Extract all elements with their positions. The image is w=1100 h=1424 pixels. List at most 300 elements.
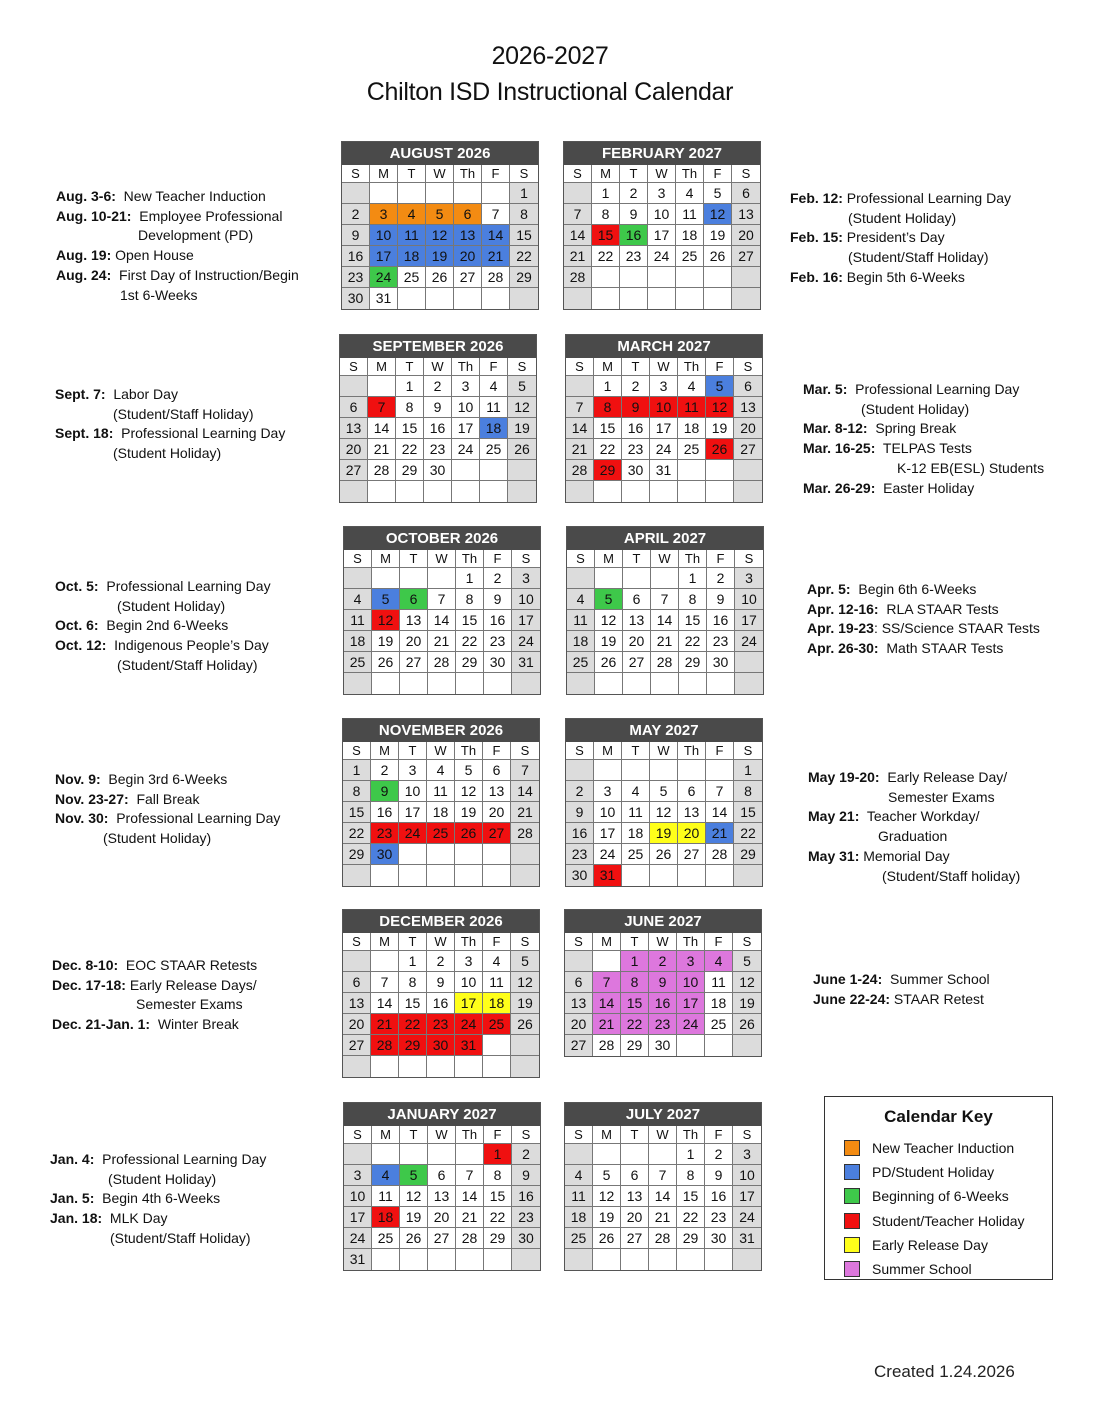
day-cell: 11 xyxy=(676,204,704,225)
weekday-header: F xyxy=(704,165,732,183)
weekday-header: Th xyxy=(679,550,707,568)
weekday-header: S xyxy=(344,550,372,568)
day-cell: 8 xyxy=(510,204,538,225)
empty-cell xyxy=(342,183,370,204)
day-cell: 25 xyxy=(678,439,706,460)
note-text: (Student Holiday) xyxy=(108,1170,217,1187)
day-cell: 2 xyxy=(622,376,650,397)
day-cell: 17 xyxy=(512,610,540,631)
day-cell-marked: 18 xyxy=(483,993,511,1014)
weekday-header: Th xyxy=(456,1126,484,1144)
weekday-header: F xyxy=(706,358,734,376)
day-cell: 10 xyxy=(455,972,483,993)
month-calendar xyxy=(566,526,764,695)
day-cell: 29 xyxy=(679,652,707,673)
day-cell: 7 xyxy=(564,204,592,225)
day-cell: 23 xyxy=(512,1207,540,1228)
day-cell: 4 xyxy=(622,781,650,802)
day-cell: 21 xyxy=(368,439,396,460)
day-cell: 11 xyxy=(344,610,372,631)
weekday-header: S xyxy=(734,358,762,376)
day-cell: 3 xyxy=(733,1144,761,1165)
day-cell: 1 xyxy=(734,760,762,781)
weekday-header: W xyxy=(649,933,677,951)
day-cell: 26 xyxy=(511,1014,539,1035)
day-cell: 23 xyxy=(620,246,648,267)
day-cell-marked: 4 xyxy=(705,951,733,972)
day-cell: 28 xyxy=(368,460,396,481)
weekday-header: W xyxy=(428,550,456,568)
day-cell: 15 xyxy=(510,225,538,246)
day-cell: 7 xyxy=(371,972,399,993)
day-cell: 19 xyxy=(508,418,536,439)
day-cell: 23 xyxy=(566,844,594,865)
day-cell-marked: 26 xyxy=(455,823,483,844)
day-cell: 9 xyxy=(424,397,452,418)
day-cell: 1 xyxy=(594,376,622,397)
day-cell-marked: 21 xyxy=(482,246,510,267)
weekday-header: W xyxy=(650,742,678,760)
key-label: Student/Teacher Holiday xyxy=(872,1212,1025,1229)
day-cell: 2 xyxy=(566,781,594,802)
day-cell: 6 xyxy=(343,972,371,993)
key-swatch xyxy=(844,1140,860,1156)
empty-cell xyxy=(372,1249,400,1270)
created-date: Created 1.24.2026 xyxy=(874,1362,1015,1381)
day-cell: 17 xyxy=(650,418,678,439)
event-note xyxy=(56,187,299,305)
note-line xyxy=(50,1150,266,1170)
key-item xyxy=(825,1257,1052,1281)
empty-cell xyxy=(424,481,452,502)
month-calendar xyxy=(565,718,763,887)
empty-cell xyxy=(455,1056,483,1077)
note-date: Oct. 6: xyxy=(55,617,99,634)
note-line xyxy=(807,600,1040,620)
weekday-header: S xyxy=(567,550,595,568)
day-cell: 5 xyxy=(508,376,536,397)
month-grid xyxy=(566,358,762,502)
key-swatch xyxy=(844,1164,860,1180)
calendar-title: Chilton ISD Instructional Calendar xyxy=(366,78,734,106)
empty-cell xyxy=(651,568,679,589)
day-cell-marked: 28 xyxy=(371,1035,399,1056)
day-cell: 9 xyxy=(484,589,512,610)
day-cell: 9 xyxy=(342,225,370,246)
note-line xyxy=(56,286,299,306)
note-text: Labor Day xyxy=(105,386,178,402)
day-cell: 6 xyxy=(734,376,762,397)
day-cell: 4 xyxy=(676,183,704,204)
weekday-header: F xyxy=(484,550,512,568)
day-cell: 9 xyxy=(707,589,735,610)
empty-cell xyxy=(482,183,510,204)
empty-cell xyxy=(400,673,428,694)
weekday-header: F xyxy=(483,742,511,760)
day-cell-marked: 12 xyxy=(426,225,454,246)
weekday-header: S xyxy=(343,933,371,951)
day-cell: 23 xyxy=(622,439,650,460)
day-cell-marked: 23 xyxy=(649,1014,677,1035)
day-cell: 25 xyxy=(398,267,426,288)
day-cell: 5 xyxy=(511,951,539,972)
note-line xyxy=(55,790,280,810)
month-name: APRIL 2027 xyxy=(567,527,763,550)
note-line xyxy=(790,228,1011,248)
day-cell: 21 xyxy=(511,802,539,823)
day-cell-marked: 29 xyxy=(399,1035,427,1056)
note-date: Mar. 8-12: xyxy=(803,420,868,437)
day-cell: 30 xyxy=(622,460,650,481)
weekday-header: S xyxy=(511,742,539,760)
empty-cell xyxy=(368,481,396,502)
day-cell: 2 xyxy=(424,376,452,397)
day-cell-marked: 29 xyxy=(594,460,622,481)
weekday-header: M xyxy=(371,742,399,760)
note-text: (Student Holiday) xyxy=(861,400,970,417)
note-date: Sept. 18: xyxy=(55,425,114,442)
day-cell: 14 xyxy=(649,1186,677,1207)
note-text: (Student Holiday) xyxy=(117,597,226,614)
day-cell: 29 xyxy=(396,460,424,481)
note-date: June 22-24: xyxy=(813,990,891,1007)
month-grid xyxy=(344,1126,540,1270)
day-cell: 27 xyxy=(623,652,651,673)
empty-cell xyxy=(565,1249,593,1270)
note-line xyxy=(50,1189,266,1209)
weekday-header: M xyxy=(370,165,398,183)
note-date: Feb. 15: xyxy=(790,229,843,246)
empty-cell xyxy=(483,865,511,886)
day-cell: 13 xyxy=(623,610,651,631)
empty-cell xyxy=(454,288,482,309)
note-text: Semester Exams xyxy=(888,788,995,805)
day-cell: 1 xyxy=(679,568,707,589)
note-line xyxy=(803,479,1044,499)
key-item xyxy=(825,1136,1052,1160)
day-cell: 18 xyxy=(622,823,650,844)
empty-cell xyxy=(651,673,679,694)
note-line xyxy=(55,616,271,636)
weekday-header: F xyxy=(705,1126,733,1144)
day-cell-marked: 19 xyxy=(426,246,454,267)
day-cell-marked: 10 xyxy=(677,972,705,993)
day-cell: 21 xyxy=(649,1207,677,1228)
day-cell: 5 xyxy=(455,760,483,781)
note-date: May 31: xyxy=(808,847,860,864)
day-cell: 31 xyxy=(370,288,398,309)
day-cell: 3 xyxy=(344,1165,372,1186)
note-line xyxy=(50,1229,266,1249)
month-name: SEPTEMBER 2026 xyxy=(340,335,536,358)
day-cell: 25 xyxy=(480,439,508,460)
day-cell: 19 xyxy=(704,225,732,246)
day-cell: 20 xyxy=(343,1014,371,1035)
day-cell-marked: 17 xyxy=(455,993,483,1014)
weekday-header: Th xyxy=(678,358,706,376)
note-line xyxy=(56,226,299,246)
day-cell-marked: 10 xyxy=(650,397,678,418)
day-cell: 20 xyxy=(565,1014,593,1035)
day-cell-marked: 31 xyxy=(455,1035,483,1056)
note-text: Easter Holiday xyxy=(875,479,975,496)
note-date: Apr. 5: xyxy=(807,581,851,597)
day-cell-marked: 24 xyxy=(370,267,398,288)
key-swatch xyxy=(844,1237,860,1253)
day-cell-marked: 25 xyxy=(483,1014,511,1035)
note-date: Apr. 26-30: xyxy=(807,640,879,657)
day-cell: 11 xyxy=(622,802,650,823)
day-cell: 24 xyxy=(594,844,622,865)
weekday-header: S xyxy=(510,165,538,183)
weekday-header: S xyxy=(566,358,594,376)
empty-cell xyxy=(368,376,396,397)
day-cell: 28 xyxy=(649,1228,677,1249)
month-name: AUGUST 2026 xyxy=(342,142,538,165)
day-cell: 17 xyxy=(399,802,427,823)
day-cell: 4 xyxy=(567,589,595,610)
empty-cell xyxy=(678,481,706,502)
note-text: Begin 3rd 6-Weeks xyxy=(100,771,228,787)
day-cell: 30 xyxy=(484,652,512,673)
day-cell: 13 xyxy=(621,1186,649,1207)
day-cell: 13 xyxy=(565,993,593,1014)
empty-cell xyxy=(399,844,427,865)
day-cell: 15 xyxy=(679,610,707,631)
day-cell: 8 xyxy=(399,972,427,993)
note-date: May 21: xyxy=(808,808,860,825)
day-cell: 16 xyxy=(566,823,594,844)
day-cell: 21 xyxy=(651,631,679,652)
day-cell: 4 xyxy=(344,589,372,610)
day-cell: 23 xyxy=(342,267,370,288)
day-cell: 17 xyxy=(594,823,622,844)
day-cell: 1 xyxy=(592,183,620,204)
empty-cell xyxy=(340,481,368,502)
month-grid xyxy=(564,165,760,309)
day-cell: 16 xyxy=(342,246,370,267)
day-cell: 13 xyxy=(400,610,428,631)
weekday-header: Th xyxy=(676,165,704,183)
day-cell-marked: 1 xyxy=(484,1144,512,1165)
note-text: Indigenous People’s Day xyxy=(106,637,269,654)
note-text: Professional Learning Day xyxy=(98,578,271,594)
day-cell: 7 xyxy=(482,204,510,225)
day-cell: 18 xyxy=(705,993,733,1014)
day-cell-marked: 5 xyxy=(372,589,400,610)
key-label: Summer School xyxy=(872,1261,972,1278)
day-cell: 28 xyxy=(428,652,456,673)
key-swatch xyxy=(844,1188,860,1204)
empty-cell xyxy=(454,183,482,204)
empty-cell xyxy=(510,288,538,309)
day-cell-marked: 9 xyxy=(622,397,650,418)
month-grid xyxy=(565,1126,761,1270)
day-cell: 26 xyxy=(508,439,536,460)
month-name: OCTOBER 2026 xyxy=(344,527,540,550)
empty-cell xyxy=(567,568,595,589)
calendar-year: 2026-2027 xyxy=(491,42,609,70)
day-cell: 16 xyxy=(622,418,650,439)
day-cell-marked: 26 xyxy=(706,439,734,460)
day-cell: 27 xyxy=(400,652,428,673)
note-text: Memorial Day xyxy=(859,847,950,864)
empty-cell xyxy=(371,1056,399,1077)
month-calendar xyxy=(342,718,540,887)
day-cell: 4 xyxy=(427,760,455,781)
empty-cell xyxy=(677,1249,705,1270)
weekday-header: S xyxy=(733,933,761,951)
day-cell: 9 xyxy=(512,1165,540,1186)
empty-cell xyxy=(343,1056,371,1077)
empty-cell xyxy=(592,288,620,309)
day-cell: 1 xyxy=(510,183,538,204)
empty-cell xyxy=(734,460,762,481)
note-line xyxy=(56,207,299,227)
day-cell: 24 xyxy=(452,439,480,460)
day-cell: 6 xyxy=(678,781,706,802)
day-cell: 17 xyxy=(733,1186,761,1207)
day-cell: 22 xyxy=(456,631,484,652)
day-cell-marked: 30 xyxy=(427,1035,455,1056)
month-name: NOVEMBER 2026 xyxy=(343,719,539,742)
empty-cell xyxy=(426,183,454,204)
empty-cell xyxy=(595,673,623,694)
note-line xyxy=(807,619,1040,639)
empty-cell xyxy=(650,481,678,502)
day-cell: 8 xyxy=(396,397,424,418)
day-cell: 2 xyxy=(371,760,399,781)
day-cell: 20 xyxy=(734,418,762,439)
day-cell-marked: 21 xyxy=(593,1014,621,1035)
note-text: Math STAAR Tests xyxy=(878,640,1004,657)
weekday-header: S xyxy=(566,742,594,760)
note-text: STAAR Retest xyxy=(890,990,984,1007)
day-cell: 11 xyxy=(372,1186,400,1207)
note-line xyxy=(52,1015,257,1035)
empty-cell xyxy=(593,1144,621,1165)
note-text: (Student Holiday) xyxy=(113,445,222,462)
note-text: Employee Professional xyxy=(131,207,283,224)
day-cell: 5 xyxy=(593,1165,621,1186)
day-cell: 12 xyxy=(400,1186,428,1207)
note-line xyxy=(803,439,1044,459)
note-line xyxy=(807,580,1040,600)
empty-cell xyxy=(344,568,372,589)
day-cell: 25 xyxy=(676,246,704,267)
day-cell: 29 xyxy=(484,1228,512,1249)
note-date: May 19-20: xyxy=(808,769,880,785)
weekday-header: Th xyxy=(455,742,483,760)
day-cell-marked: 24 xyxy=(399,823,427,844)
empty-cell xyxy=(398,183,426,204)
day-cell: 28 xyxy=(564,267,592,288)
day-cell: 18 xyxy=(678,418,706,439)
empty-cell xyxy=(428,1249,456,1270)
day-cell: 11 xyxy=(483,972,511,993)
empty-cell xyxy=(564,288,592,309)
day-cell-marked: 12 xyxy=(706,397,734,418)
day-cell-marked: 1 xyxy=(621,951,649,972)
note-line xyxy=(790,248,1011,268)
weekday-header: W xyxy=(649,1126,677,1144)
empty-cell xyxy=(483,1035,511,1056)
day-cell: 7 xyxy=(706,781,734,802)
day-cell: 19 xyxy=(733,993,761,1014)
note-text: RLA STAAR Tests xyxy=(878,600,999,617)
weekday-header: T xyxy=(400,550,428,568)
empty-cell xyxy=(428,673,456,694)
note-line xyxy=(55,597,271,617)
month-name: MARCH 2027 xyxy=(566,335,762,358)
note-text: Early Release Days/ xyxy=(125,976,257,993)
note-line xyxy=(55,809,280,829)
weekday-header: S xyxy=(732,165,760,183)
note-date: June 1-24: xyxy=(813,971,883,987)
empty-cell xyxy=(511,844,539,865)
day-cell: 10 xyxy=(344,1186,372,1207)
weekday-header: M xyxy=(371,933,399,951)
note-date: Dec. 8-10: xyxy=(52,957,119,973)
day-cell-marked: 3 xyxy=(370,204,398,225)
day-cell: 14 xyxy=(564,225,592,246)
day-cell: 11 xyxy=(705,972,733,993)
day-cell: 5 xyxy=(650,781,678,802)
day-cell: 19 xyxy=(595,631,623,652)
weekday-header: W xyxy=(426,165,454,183)
day-cell: 18 xyxy=(676,225,704,246)
event-note xyxy=(803,380,1044,498)
empty-cell xyxy=(483,844,511,865)
weekday-header: S xyxy=(564,165,592,183)
empty-cell xyxy=(455,844,483,865)
event-note xyxy=(55,385,285,464)
day-cell-marked: 11 xyxy=(678,397,706,418)
note-text: Professional Learning Day xyxy=(113,425,286,442)
day-cell: 26 xyxy=(372,652,400,673)
day-cell: 3 xyxy=(650,376,678,397)
note-line xyxy=(808,847,1020,867)
empty-cell xyxy=(564,183,592,204)
note-date: Dec. 21-Jan. 1: xyxy=(52,1016,151,1033)
day-cell-marked: 16 xyxy=(649,993,677,1014)
note-line xyxy=(790,189,1011,209)
day-cell: 3 xyxy=(648,183,676,204)
key-label: Early Release Day xyxy=(872,1236,988,1253)
empty-cell xyxy=(343,865,371,886)
note-date: Mar. 26-29: xyxy=(803,479,876,496)
day-cell: 10 xyxy=(512,589,540,610)
empty-cell xyxy=(732,267,760,288)
day-cell-marked: 19 xyxy=(650,823,678,844)
note-date: Mar. 5: xyxy=(803,381,848,397)
weekday-header: T xyxy=(622,742,650,760)
note-line xyxy=(803,380,1044,400)
day-cell-marked: 31 xyxy=(594,865,622,886)
note-date: Nov. 30: xyxy=(55,810,109,827)
day-cell: 13 xyxy=(678,802,706,823)
empty-cell xyxy=(426,288,454,309)
empty-cell xyxy=(340,376,368,397)
note-line xyxy=(813,970,990,990)
day-cell-marked: 14 xyxy=(482,225,510,246)
month-grid xyxy=(342,165,538,309)
day-cell: 25 xyxy=(622,844,650,865)
weekday-header: S xyxy=(733,1126,761,1144)
note-line xyxy=(56,246,299,266)
month-calendar xyxy=(339,334,537,503)
day-cell-marked: 11 xyxy=(398,225,426,246)
